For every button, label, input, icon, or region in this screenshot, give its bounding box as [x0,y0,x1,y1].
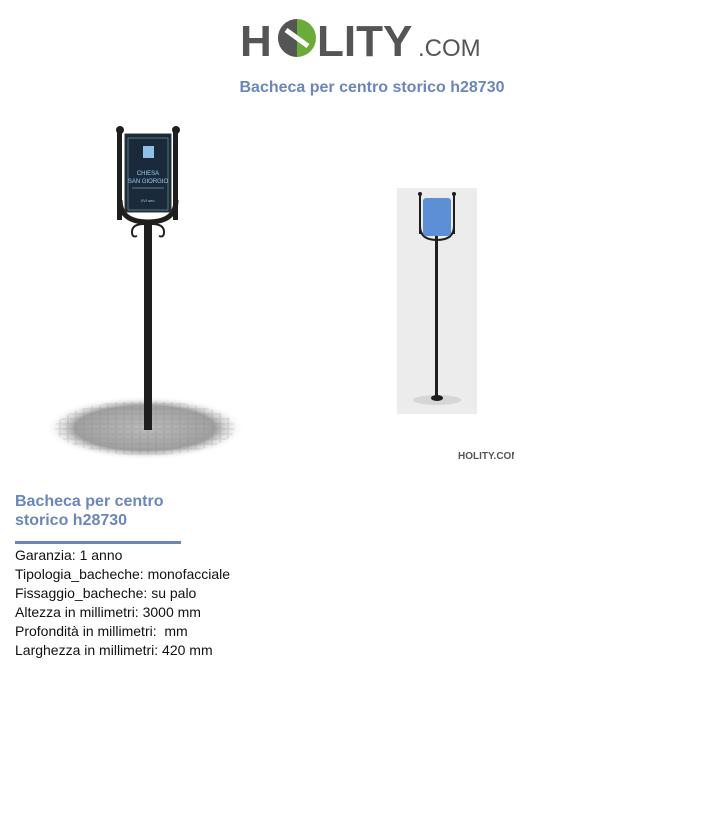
spec-item: Larghezza in millimetri: 420 mm [15,642,213,658]
spec-item: Fissaggio_bacheche: su palo [15,585,197,601]
sign-label-line2: SAN GIORGIO [127,179,169,185]
product-title-line2: storico h28730 [15,512,128,529]
product-image-thumb [397,188,477,414]
logo-letters-lity: LITY [317,17,413,66]
logo-letter-h: H [240,17,272,66]
product-title-line1: Bacheca per centro [15,493,164,510]
holity-logo[interactable] [240,12,482,68]
sign-label-line1: CHIESA [136,171,160,177]
holity-logo-graphic [240,12,482,68]
product-title [15,492,215,530]
logo-o-icon [278,19,316,57]
page-subtitle: Bacheca per centro storico h28730 [239,79,505,96]
title-divider [15,541,181,544]
holity-small-logo [458,447,514,463]
product-image-main [40,120,250,465]
spec-item: Garanzia: 1 anno [15,547,123,563]
logo-suffix: .COM [418,35,481,62]
small-logo-text: HOLITY.COM [458,451,514,462]
spec-item: Altezza in millimetri: 3000 mm [15,604,201,620]
spec-item: Profondità in millimetri: mm [15,623,188,639]
product-specs-list [15,546,230,660]
sign-label-line3: XVI sec. [140,198,156,203]
spec-item: Tipologia_bacheche: monofacciale [15,566,231,582]
